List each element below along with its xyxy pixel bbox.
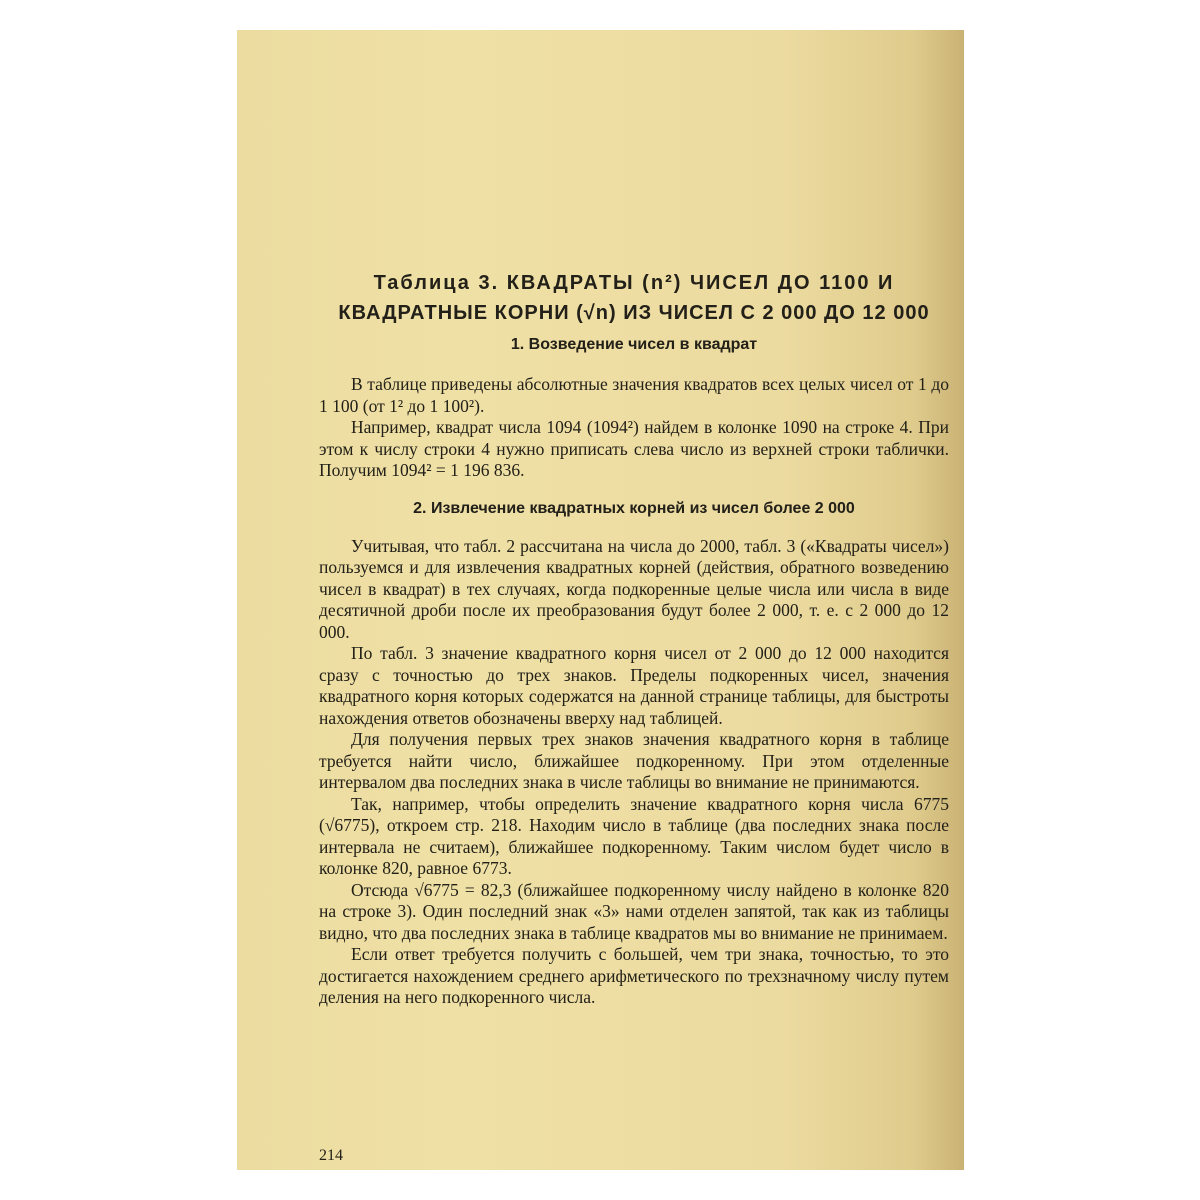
section2-paragraph: По табл. 3 значение квадратного корня чисел от 2 000 до 12 000 находится сразу с точностью до трех знаков. Пределы подкоренных чисел, значения квадратного корня которых содержатся на данной странице таблицы, для быстроты нахождения ответов обозначены вверху над таблицей.: [319, 643, 949, 728]
book-page: [237, 30, 964, 1170]
section2-paragraph: Если ответ требуется получить с большей, чем три знака, точностью, то это достигается нахождением среднего арифметического по трехзначному числу путем деления на него подкоренного числа.: [319, 944, 949, 1007]
section1-paragraph: Например, квадрат числа 1094 (1094²) найдем в колонке 1090 на строке 4. При этом к числу строки 4 нужно приписать слева число из верхней строки таблички. Получим 1094² = 1 196 836.: [319, 417, 949, 480]
table-title-line2: КВАДРАТНЫЕ КОРНИ (√n) ИЗ ЧИСЕЛ С 2 000 ДО 12 000: [338, 302, 930, 324]
section2-paragraph: Так, например, чтобы определить значение квадратного корня числа 6775 (√6775), откроем стр. 218. Находим число в таблице (два последних знака после интервала не считаем), ближайшее подкоренному. Таким числом будет число в колонке 820, равное 6773.: [319, 793, 949, 878]
section1-paragraph: В таблице приведены абсолютные значения квадратов всех целых чисел от 1 до 1 100 (от 1² до 1 100²).: [319, 374, 949, 416]
page-content: [319, 268, 949, 1009]
table-title: [319, 268, 949, 328]
table-title-line1: Таблица 3. КВАДРАТЫ (n²) ЧИСЕЛ ДО 1100 И: [373, 272, 895, 294]
section2-paragraph: Учитывая, что табл. 2 рассчитана на числа до 2000, табл. 3 («Квадраты чисел») пользуемся и для извлечения квадратных корней (действия, обратного возведению чисел в квадрат) в тех случаях, когда подкоренные целые числа или числа в виде десятичной дроби после их преобразования будут более 2 000, т. е. с 2 000 до 12 000.: [319, 535, 949, 642]
section2-paragraph: Для получения первых трех знаков значения квадратного корня в таблице требуется найти число, ближайшее подкоренному. При этом отделенные интервалом два последних знака в числе таблицы во внимание не принимаются.: [319, 729, 949, 792]
section2-paragraph: Отсюда √6775 = 82,3 (ближайшее подкоренному числу найдено в колонке 820 на строке 3). Один последний знак «3» нами отделен запятой, так как из таблицы видно, что два последних знака в таблице квадратов мы во внимание не принимаем.: [319, 879, 949, 943]
page-number: 214: [319, 1147, 343, 1164]
section2-heading: 2. Извлечение квадратных корней из чисел более 2 000: [413, 499, 855, 517]
section1-heading: 1. Возведение чисел в квадрат: [510, 336, 758, 353]
